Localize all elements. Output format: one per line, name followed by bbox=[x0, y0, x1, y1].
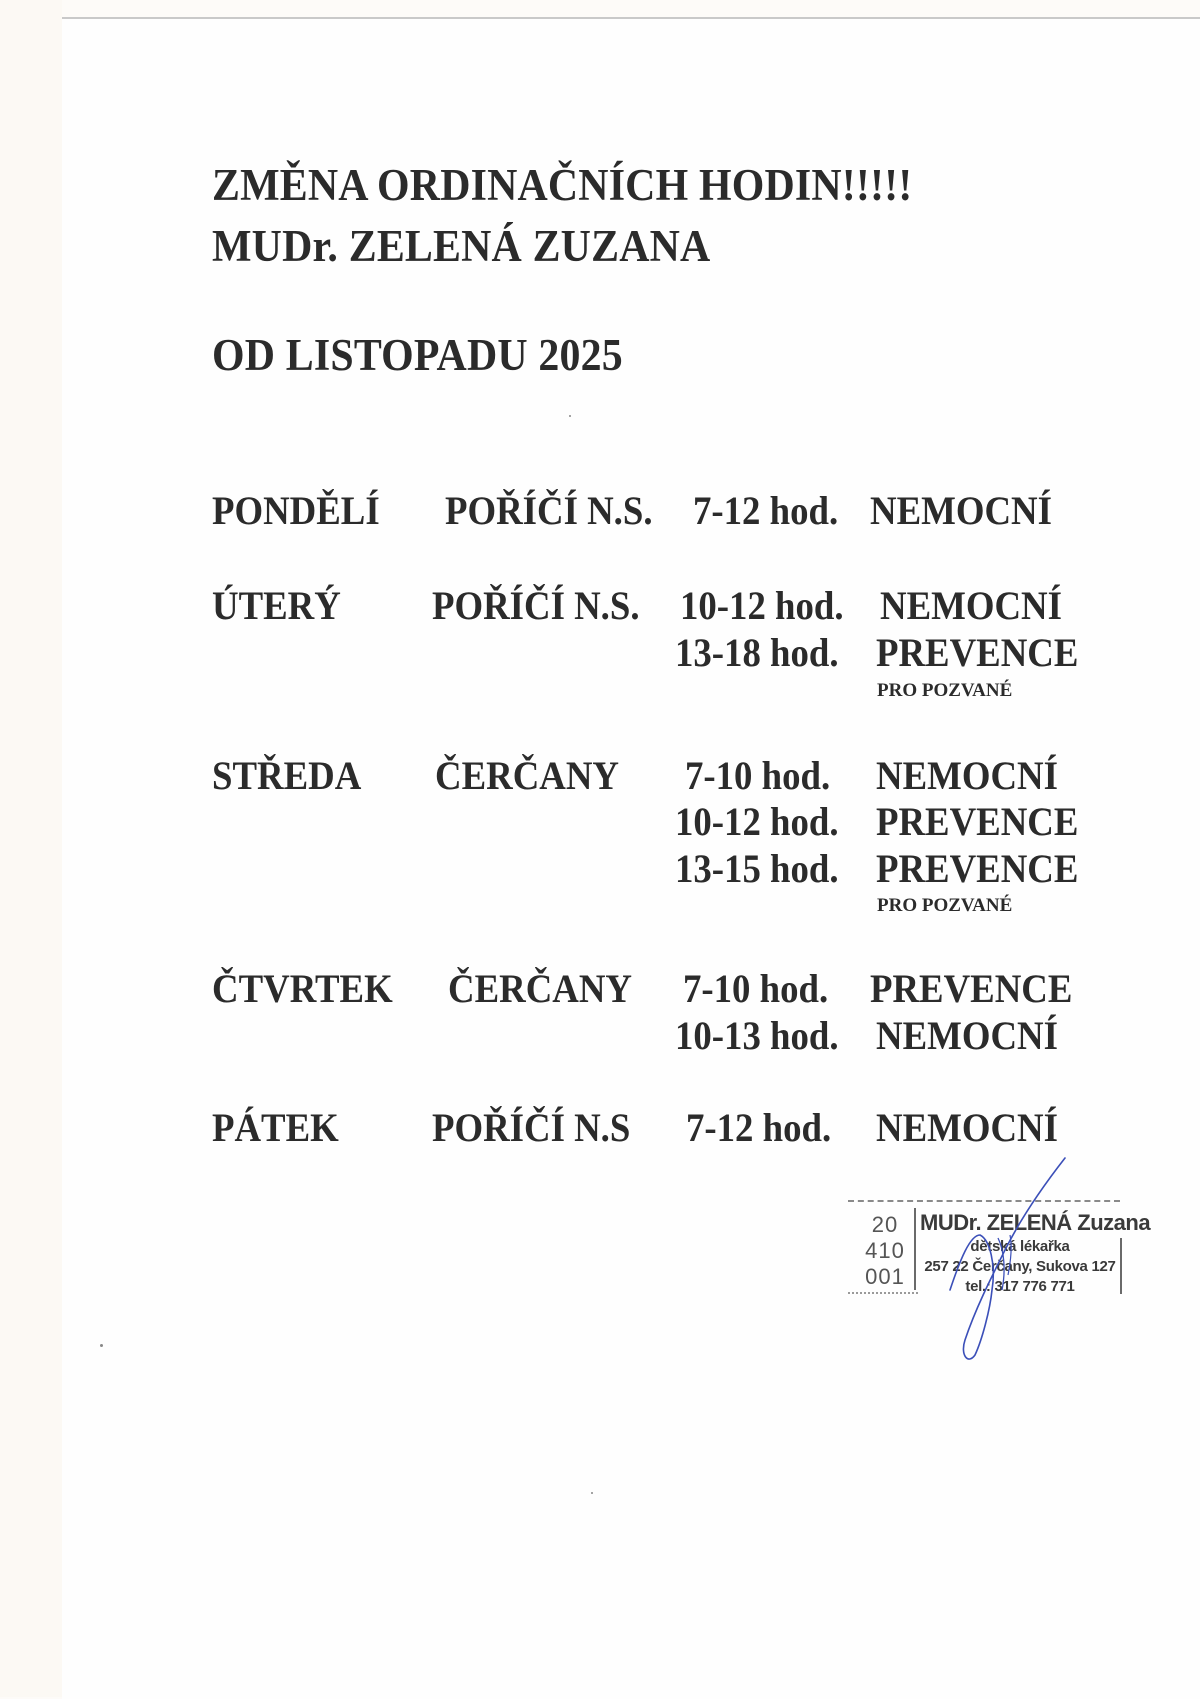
title-line-1: ZMĚNA ORDINAČNÍCH HODIN!!!!! bbox=[212, 160, 913, 210]
place-label: POŘÍČÍ N.S bbox=[432, 1105, 631, 1150]
stamp-border-top bbox=[848, 1200, 1120, 1202]
time-slot: 7-12 hod. bbox=[686, 1105, 832, 1150]
stamp-divider bbox=[914, 1208, 916, 1290]
time-slot: 10-12 hod. bbox=[680, 583, 844, 628]
stamp-border-right bbox=[1120, 1238, 1122, 1294]
scan-margin bbox=[0, 0, 62, 1697]
visit-type: NEMOCNÍ bbox=[876, 753, 1058, 798]
visit-type: PREVENCE bbox=[876, 630, 1079, 675]
title-line-2: MUDr. ZELENÁ ZUZANA bbox=[212, 221, 711, 271]
visit-type: PREVENCE bbox=[876, 846, 1079, 891]
time-slot: 13-18 hod. bbox=[675, 630, 839, 675]
visit-type: NEMOCNÍ bbox=[876, 1105, 1058, 1150]
doctor-stamp bbox=[848, 1200, 1151, 1300]
day-label: ÚTERÝ bbox=[212, 583, 341, 628]
time-slot: 7-12 hod. bbox=[693, 488, 839, 533]
time-slot: 10-13 hod. bbox=[675, 1013, 839, 1058]
visit-type: NEMOCNÍ bbox=[876, 1013, 1058, 1058]
stamp-address: 257 22 Čerčany, Sukova 127 bbox=[924, 1258, 1116, 1275]
stamp-code-line: 20 bbox=[871, 1212, 899, 1237]
scan-speck bbox=[569, 415, 571, 417]
place-label: ČERČANY bbox=[435, 753, 619, 798]
scan-speck bbox=[591, 1492, 593, 1494]
time-slot: 10-12 hod. bbox=[675, 799, 839, 844]
time-slot: 7-10 hod. bbox=[685, 753, 831, 798]
stamp-code-line: 001 bbox=[865, 1264, 905, 1289]
visit-type: NEMOCNÍ bbox=[870, 488, 1052, 533]
stamp-role: dětská lékařka bbox=[970, 1238, 1070, 1255]
visit-type: PREVENCE bbox=[870, 966, 1073, 1011]
stamp-border-bottom bbox=[848, 1292, 918, 1294]
place-label: POŘÍČÍ N.S. bbox=[445, 488, 653, 533]
time-slot: 7-10 hod. bbox=[683, 966, 829, 1011]
time-slot: 13-15 hod. bbox=[675, 846, 839, 891]
stamp-code-line: 410 bbox=[865, 1238, 905, 1263]
visit-type: PREVENCE bbox=[876, 799, 1079, 844]
day-label: PÁTEK bbox=[212, 1105, 339, 1150]
visit-note: PRO POZVANÉ bbox=[877, 680, 1013, 701]
visit-note: PRO POZVANÉ bbox=[877, 895, 1013, 916]
place-label: ČERČANY bbox=[448, 966, 632, 1011]
visit-type: NEMOCNÍ bbox=[880, 583, 1062, 628]
stamp-phone: tel.: 317 776 771 bbox=[965, 1278, 1075, 1295]
subtitle: OD LISTOPADU 2025 bbox=[212, 330, 623, 380]
day-label: STŘEDA bbox=[212, 753, 362, 798]
day-label: ČTVRTEK bbox=[212, 966, 393, 1011]
stamp-doctor-name: MUDr. ZELENÁ Zuzana bbox=[920, 1210, 1151, 1235]
place-label: POŘÍČÍ N.S. bbox=[432, 583, 640, 628]
day-label: PONDĚLÍ bbox=[212, 488, 380, 533]
scan-speck bbox=[100, 1344, 103, 1347]
